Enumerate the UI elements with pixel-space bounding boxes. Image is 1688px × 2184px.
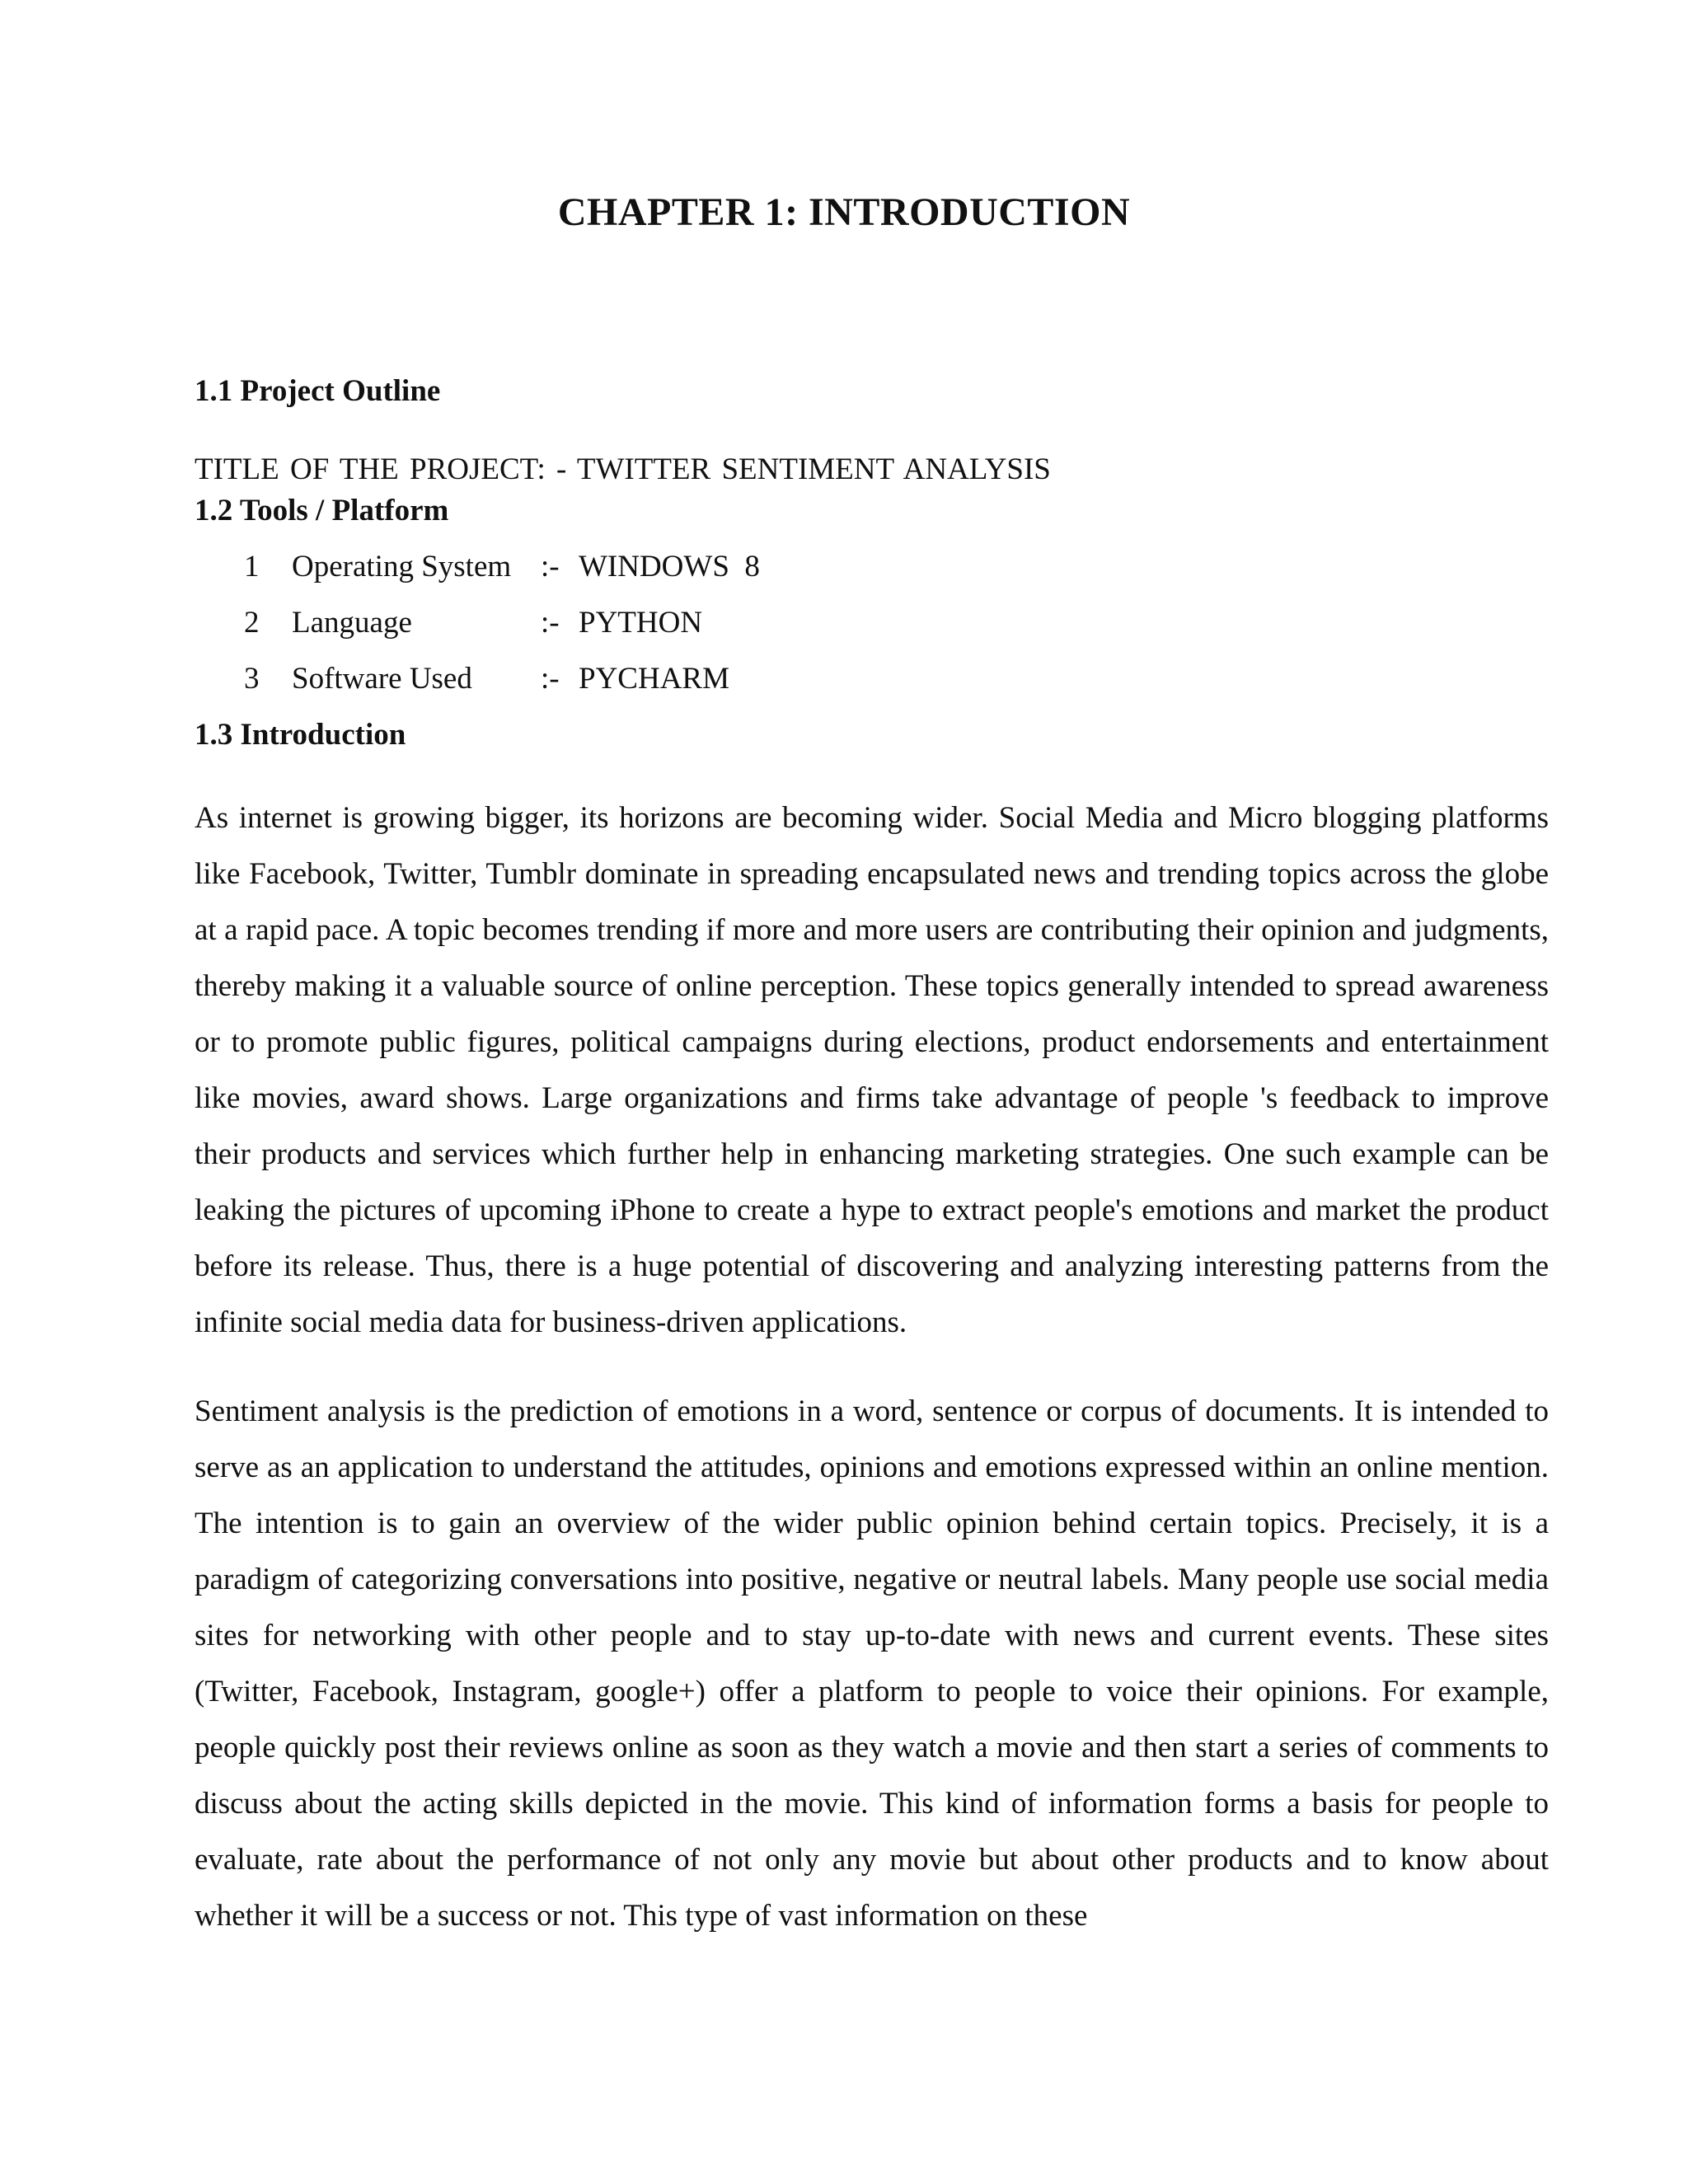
- tool-label: Language: [292, 606, 412, 640]
- tool-number: 1: [244, 550, 260, 583]
- tool-separator: :-: [541, 550, 560, 583]
- tool-number: 2: [244, 606, 260, 640]
- project-title-line: TITLE OF THE PROJECT: - TWITTER SENTIMENT ANALYSIS: [195, 452, 1051, 486]
- tools-list: [195, 546, 1549, 715]
- introduction-paragraph-1: As internet is growing bigger, its horizons are becoming wider. Social Media and Micro blogging platforms like Facebook, Twitter, Tumblr dominate in spreading encapsulated news and trending topics across the globe at a rapid pace. A topic becomes trending if more and more users are contributing their opinion and judgments, thereby making it a valuable source of online perception. These topics generally intended to spread awareness or to promote public figures, political campaigns during elections, product endorsements and entertainment like movies, award shows. Large organizations and firms take advantage of people 's feedback to improve their products and services which further help in enhancing marketing strategies. One such example can be leaking the pictures of upcoming iPhone to create a hype to extract people's emotions and market the product before its release. Thus, there is a huge potential of discovering and analyzing interesting patterns from the infinite social media data for business-driven applications.: [195, 801, 1549, 1339]
- tool-number: 3: [244, 662, 260, 696]
- tool-separator: :-: [541, 606, 560, 640]
- tool-row-software-used: [195, 658, 1549, 715]
- section-heading-introduction: 1.3 Introduction: [195, 718, 406, 752]
- section-heading-project-outline: 1.1 Project Outline: [195, 374, 441, 408]
- tool-value: WINDOWS 8: [579, 550, 760, 583]
- tool-label: Software Used: [292, 662, 472, 696]
- chapter-content: [195, 371, 1549, 1944]
- tool-separator: :-: [541, 662, 560, 696]
- section-heading-tools-platform: 1.2 Tools / Platform: [195, 494, 449, 527]
- introduction-paragraph-2: Sentiment analysis is the prediction of emotions in a word, sentence or corpus of documents. It is intended to serve as an application to understand the attitudes, opinions and emotions expressed within an online mention. The intention is to gain an overview of the wider public opinion behind certain topics. Precisely, it is a paradigm of categorizing conversations into positive, negative or neutral labels. Many people use social media sites for networking with other people and to stay up-to-date with news and current events. These sites (Twitter, Facebook, Instagram, google+) offer a platform to people to voice their opinions. For example, people quickly post their reviews online as soon as they watch a movie and then start a series of comments to discuss about the acting skills depicted in the movie. This kind of information forms a basis for people to evaluate, rate about the performance of not only any movie but about other products and to know about whether it will be a success or not. This type of vast information on these: [195, 1394, 1549, 1933]
- tool-value: PYTHON: [579, 606, 703, 640]
- chapter-title: CHAPTER 1: INTRODUCTION: [557, 190, 1131, 234]
- tool-row-operating-system: [195, 546, 1549, 602]
- tool-row-language: [195, 602, 1549, 658]
- tool-value: PYCHARM: [579, 662, 729, 696]
- tool-label: Operating System: [292, 550, 512, 583]
